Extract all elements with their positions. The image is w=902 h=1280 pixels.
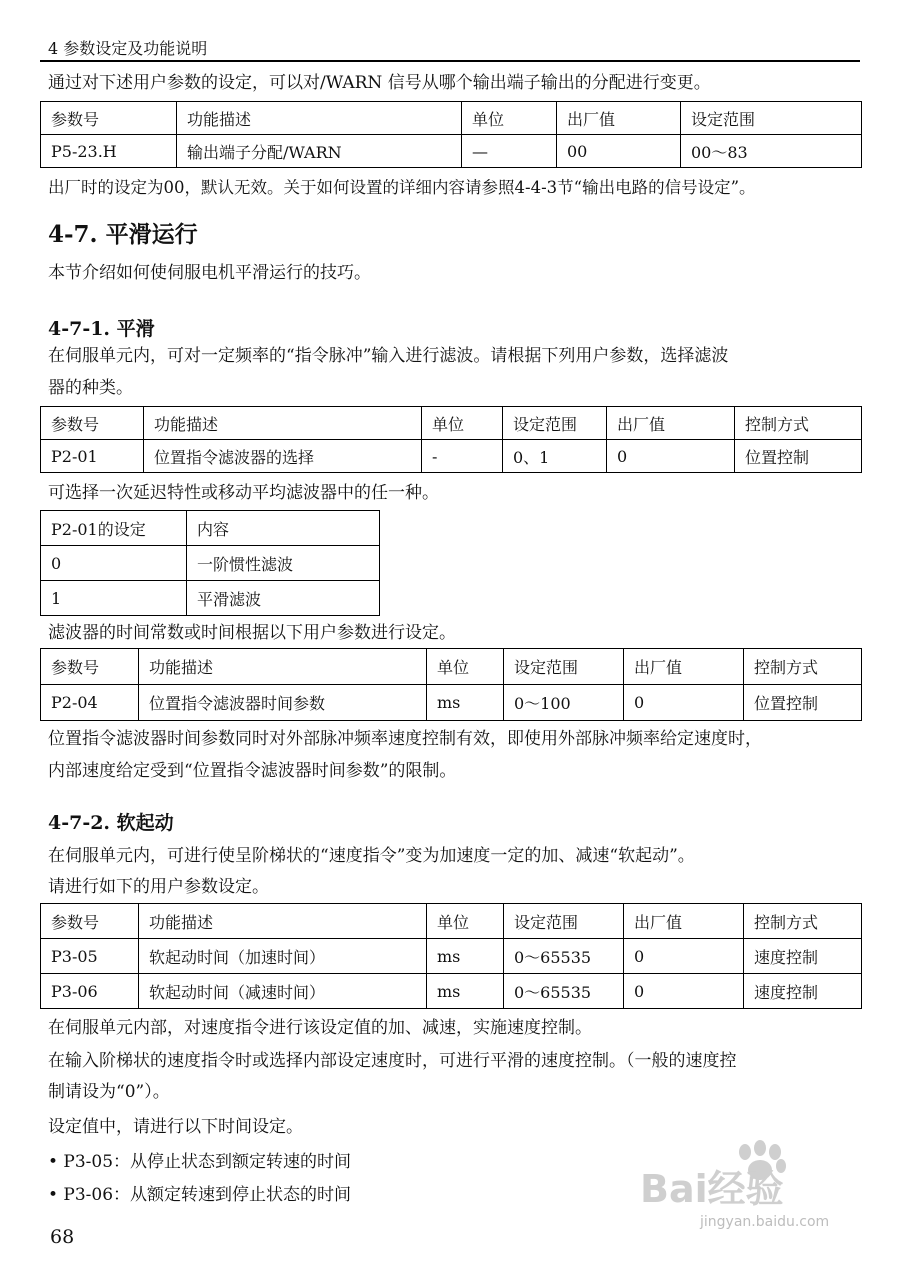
table-row: 1 平滑滤波	[41, 581, 380, 616]
smoothing-text-line2: 器的种类。	[48, 378, 133, 398]
table-p2-01-settings	[40, 510, 380, 616]
table-row: 0 一阶惯性滤波	[41, 546, 380, 581]
table-header-row: 参数号 功能描述 单位 出厂值 设定范围	[41, 102, 862, 135]
running-header: 4 参数设定及功能说明	[48, 39, 208, 58]
soft-start-note-line2: 在输入阶梯状的速度指令时或选择内部设定速度时，可进行平滑的速度控制。（一般的速度控	[48, 1051, 737, 1071]
table-row: P5-23.H 输出端子分配/WARN — 00 00～83	[41, 135, 862, 168]
table-p3-05-06	[40, 903, 862, 1009]
factory-setting-note: 出厂时的设定为00，默认无效。关于如何设置的详细内容请参照4-4-3节“输出电路的信号设定”。	[48, 178, 756, 197]
filter-time-note-line1: 位置指令滤波器时间参数同时对外部脉冲频率速度控制有效，即使用外部脉冲频率给定速度时，	[48, 729, 762, 749]
page-number: 68	[50, 1226, 75, 1248]
table-p2-04	[40, 648, 862, 721]
smoothing-text-line1: 在伺服单元内，可对一定频率的“指令脉冲”输入进行滤波。请根据下列用户参数，选择滤波	[48, 346, 729, 366]
section-4-7-2-title: 4-7-2. 软起动	[48, 812, 174, 834]
filter-time-note-line2: 内部速度给定受到“位置指令滤波器时间参数”的限制。	[48, 761, 457, 781]
header-divider	[40, 60, 860, 62]
intro-warn-text: 通过对下述用户参数的设定，可以对/WARN 信号从哪个输出端子输出的分配进行变更。	[48, 73, 711, 93]
list-item: • P3-05：从停止状态到额定转速的时间	[48, 1152, 352, 1172]
soft-start-note-line1: 在伺服单元内部，对速度指令进行该设定值的加、减速，实施速度控制。	[48, 1018, 592, 1038]
time-constant-note: 滤波器的时间常数或时间根据以下用户参数进行设定。	[48, 623, 456, 643]
watermark-brand: Bai经验	[640, 1167, 784, 1211]
watermark-url: jingyan.baidu.com	[700, 1214, 830, 1230]
section-4-7-title: 4-7. 平滑运行	[48, 221, 198, 248]
table-header-row: 参数号 功能描述 单位 设定范围 出厂值 控制方式	[41, 407, 862, 440]
table-header-row: 参数号 功能描述 单位 设定范围 出厂值 控制方式	[41, 904, 862, 939]
table-warn-assignment	[40, 101, 862, 168]
section-4-7-1-title: 4-7-1. 平滑	[48, 318, 155, 340]
list-item: • P3-06：从额定转速到停止状态的时间	[48, 1185, 352, 1205]
soft-start-note-line3: 制请设为“0”）。	[48, 1082, 170, 1102]
table-row: P3-06 软起动时间（减速时间） ms 0～65535 0 速度控制	[41, 974, 862, 1009]
filter-choice-note: 可选择一次延迟特性或移动平均滤波器中的任一种。	[48, 483, 439, 503]
time-setting-intro: 设定值中，请进行以下时间设定。	[48, 1117, 303, 1137]
section-4-7-desc: 本节介绍如何使伺服电机平滑运行的技巧。	[48, 263, 371, 283]
table-row: P3-05 软起动时间（加速时间） ms 0～65535 0 速度控制	[41, 939, 862, 974]
soft-start-text-line1: 在伺服单元内，可进行使呈阶梯状的“速度指令”变为加速度一定的加、减速“软起动”。	[48, 846, 695, 866]
table-p2-01	[40, 406, 862, 473]
table-row: P2-01 位置指令滤波器的选择 - 0、1 0 位置控制	[41, 440, 862, 473]
table-header-row: P2-01的设定 内容	[41, 511, 380, 546]
soft-start-text-line2: 请进行如下的用户参数设定。	[48, 877, 269, 897]
table-header-row: 参数号 功能描述 单位 设定范围 出厂值 控制方式	[41, 649, 862, 685]
table-row: P2-04 位置指令滤波器时间参数 ms 0～100 0 位置控制	[41, 685, 862, 721]
